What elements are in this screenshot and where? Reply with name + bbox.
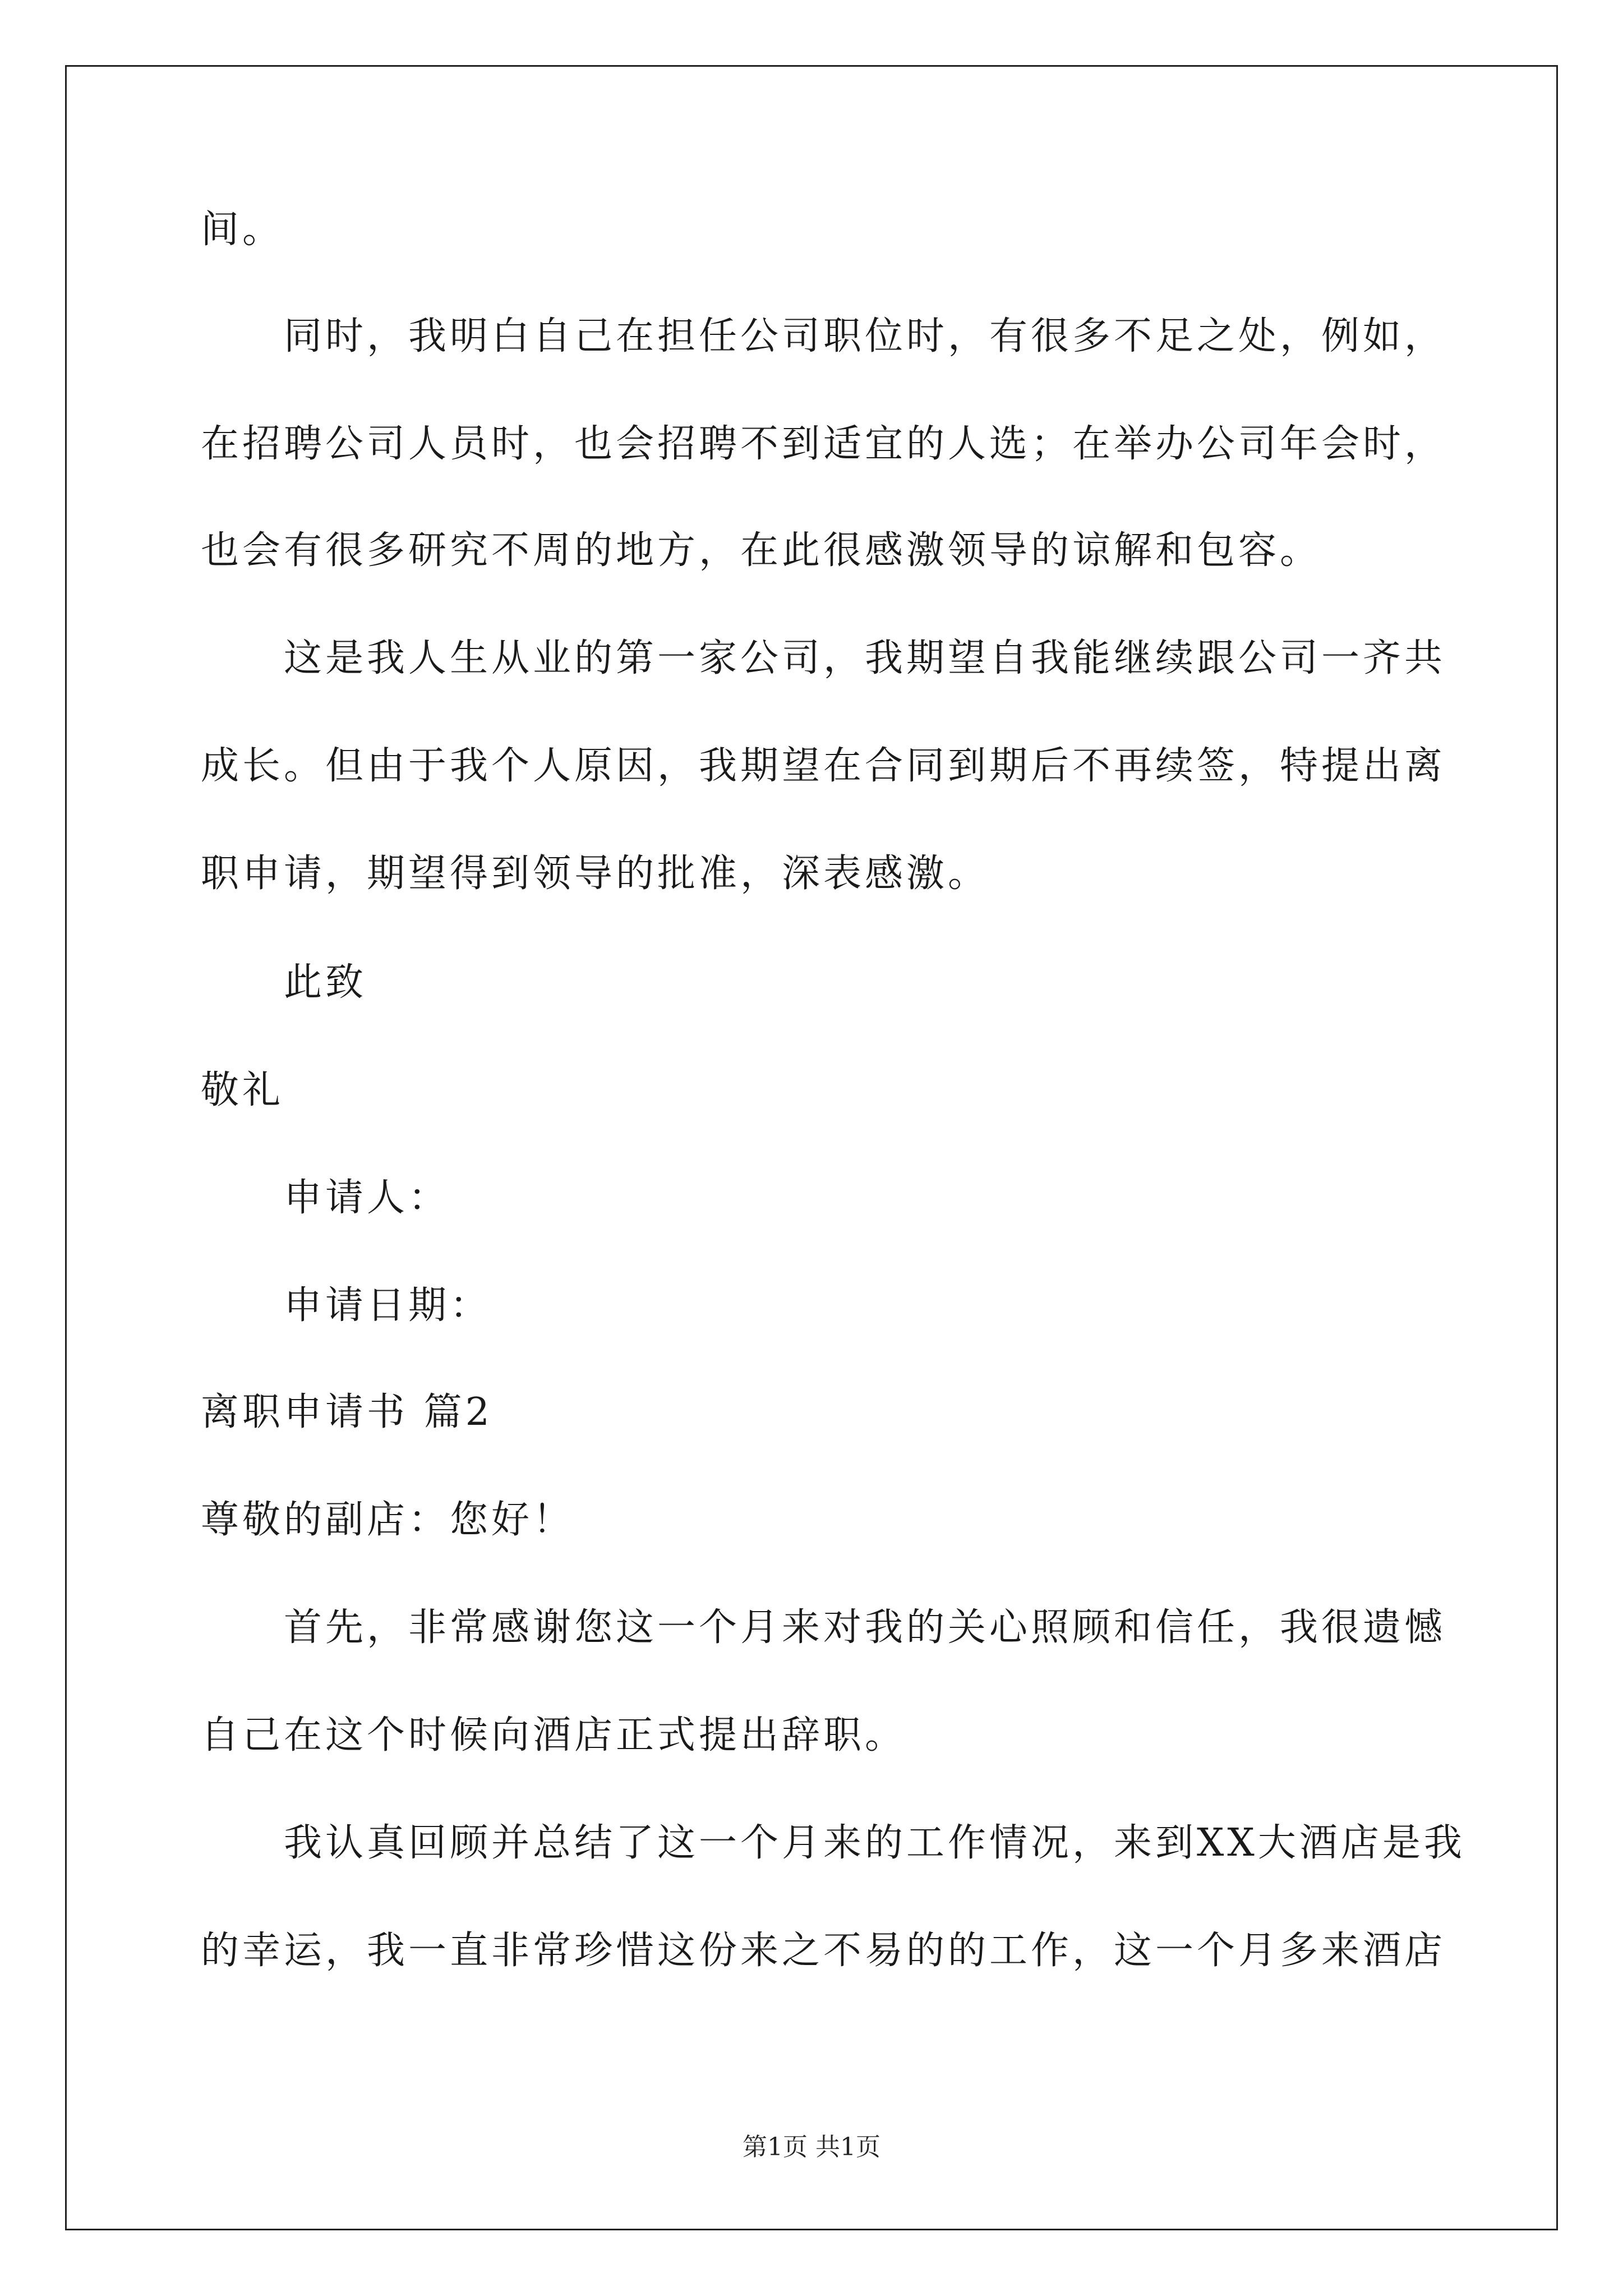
text-line: 自己在这个时候向酒店正式提出辞职。: [201, 1713, 907, 1757]
text-line: 同时，我明白自己在担任公司职位时，有很多不足之处，例如，: [284, 314, 1446, 358]
page-footer: 第1页 共1页: [743, 2133, 880, 2161]
text-line: 成长。但由于我个人原因，我期望在合同到期后不再续签，特提出离: [201, 744, 1446, 788]
closing-line: 此致: [284, 960, 367, 1005]
text-line: 的幸运，我一直非常珍惜这份来之不易的的工作，这一个月多来酒店: [201, 1929, 1446, 1973]
greeting-line: 尊敬的副店：您好！: [201, 1498, 575, 1542]
applicant-line: 申请人：: [284, 1176, 450, 1220]
salutation-line: 敬礼: [201, 1068, 284, 1112]
text-line: 在招聘公司人员时，也会招聘不到适宜的人选；在举办公司年会时，: [201, 422, 1446, 466]
date-line: 申请日期：: [284, 1283, 492, 1328]
text-line: 我认真回顾并总结了这一个月来的工作情况，来到XX大酒店是我: [284, 1821, 1465, 1865]
text-line: 这是我人生从业的第一家公司，我期望自我能继续跟公司一齐共: [284, 636, 1446, 680]
text-line: 职申请，期望得到领导的批准，深表感激。: [201, 852, 990, 896]
text-line: 间。: [201, 208, 284, 252]
section-heading: 离职申请书 篇2: [201, 1390, 493, 1434]
text-line: 也会有很多研究不周的地方，在此很感激领导的谅解和包容。: [201, 528, 1322, 573]
page-border: [65, 65, 1558, 2230]
text-line: 首先，非常感谢您这一个月来对我的关心照顾和信任，我很遗憾: [284, 1605, 1446, 1650]
